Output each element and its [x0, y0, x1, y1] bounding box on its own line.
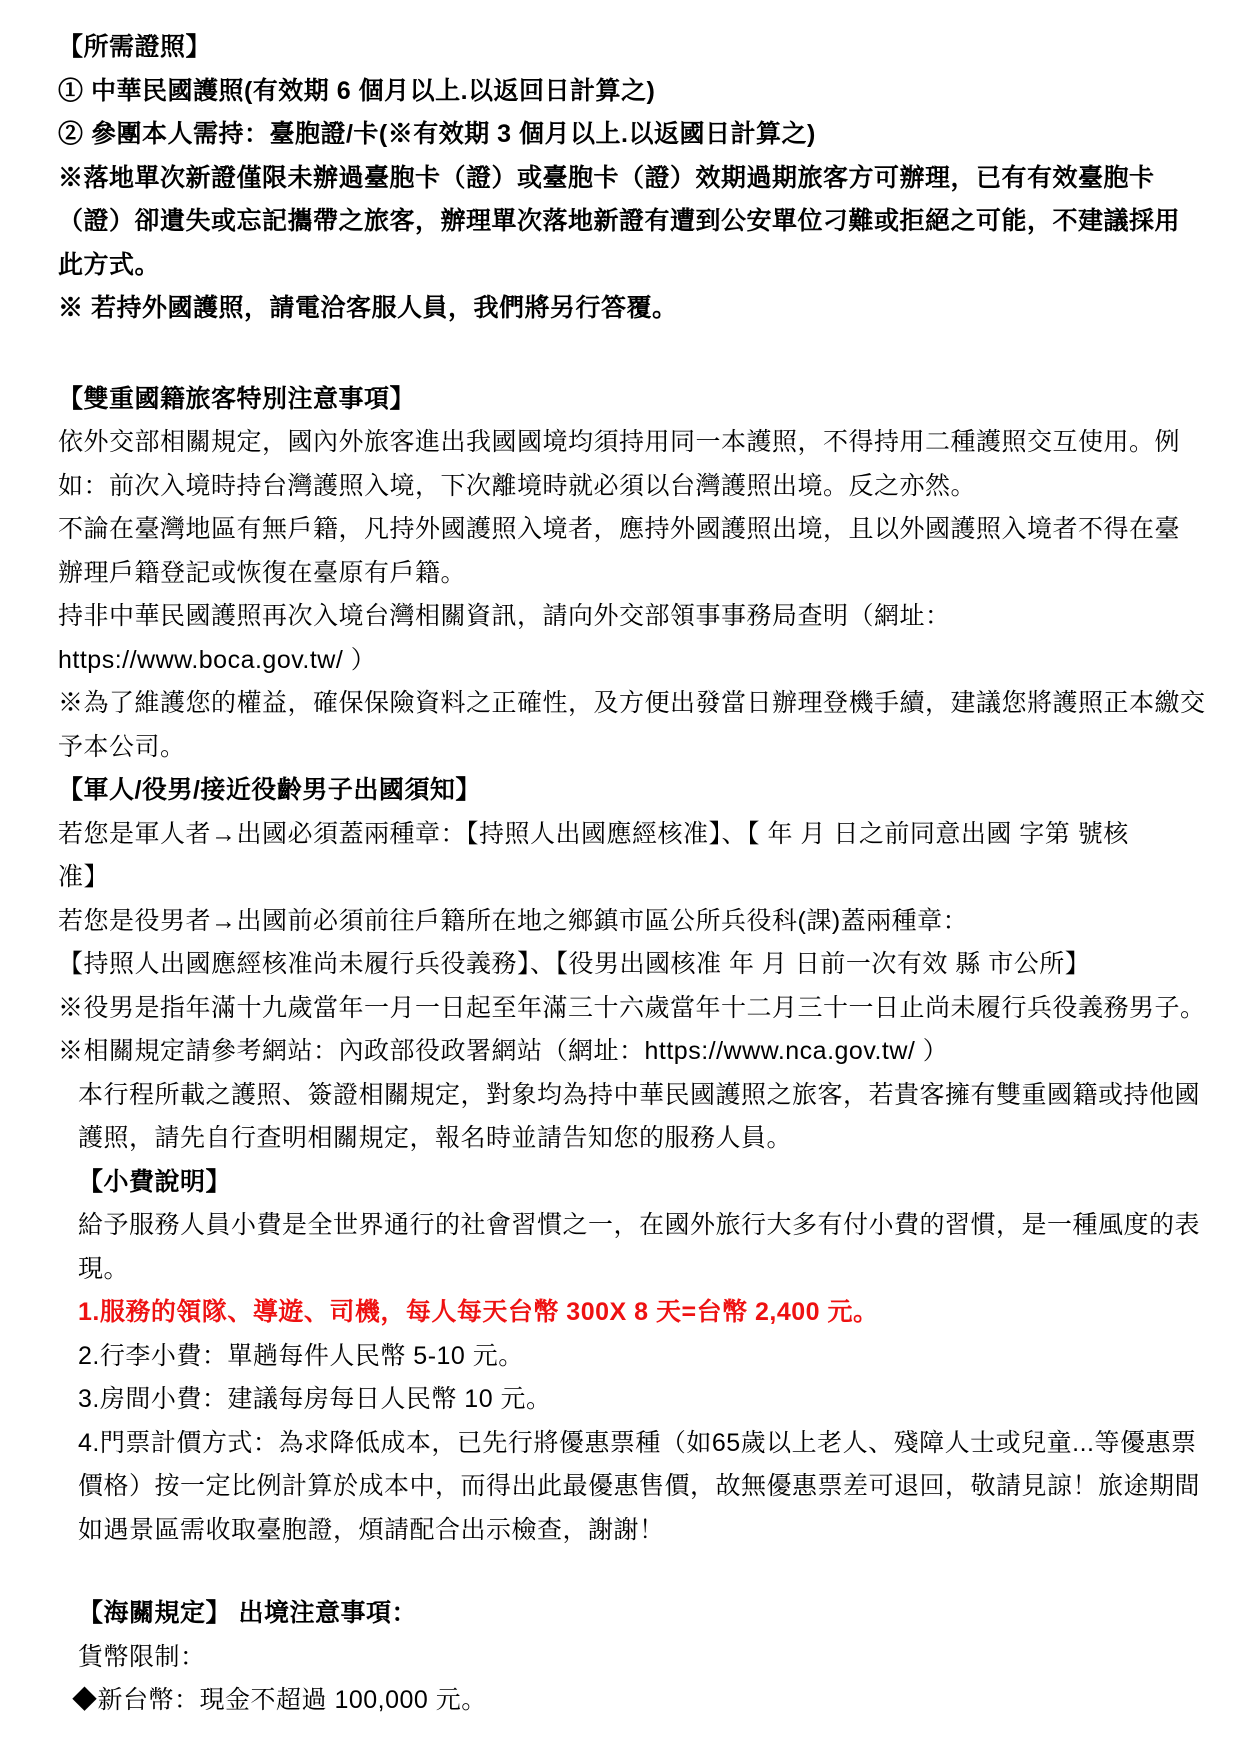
section-required-documents [58, 26, 1201, 331]
tip-tickets-line1: 4.門票計價方式：為求降低成本，已先行將優惠票種（如65歲以上老人、殘障人士或兒童...等優惠票 [78, 1428, 1197, 1457]
text-line: 不論在臺灣地區有無戶籍，凡持外國護照入境者，應持外國護照出境，且以外國護照入境者不得在臺 [58, 515, 1181, 543]
section-heading-dual-nationality: 【雙重國籍旅客特別注意事項】 [58, 384, 416, 413]
text-line: 持非中華民國護照再次入境台灣相關資訊，請向外交部領事事務局查明（網址： [58, 602, 951, 630]
text-line: 予本公司。 [58, 732, 186, 761]
section-spacer [58, 331, 1201, 378]
tip-luggage: 2.行李小費：單趟每件人民幣 5-10 元。 [78, 1341, 524, 1370]
currency-limit-twd: ◆新台幣：現金不超過 100,000 元。 [72, 1686, 487, 1714]
note-foreign-passport: ※ 若持外國護照，請電洽客服人員，我們將另行答覆。 [58, 294, 678, 322]
note-landing-permit-line1: ※落地單次新證僅限未辦過臺胞卡（證）或臺胞卡（證）效期過期旅客方可辦理，已有有效臺胞卡 [58, 163, 1155, 192]
text-line: 辦理戶籍登記或恢復在臺原有戶籍。 [58, 558, 467, 587]
tip-tickets-line3: 如遇景區需收取臺胞證，煩請配合出示檢查，謝謝！ [78, 1515, 665, 1544]
text-line: 給予服務人員小費是全世界通行的社會習慣之一，在國外旅行大多有付小費的習慣，是一種風度的表 [78, 1211, 1201, 1239]
tip-room: 3.房間小費：建議每房每日人民幣 10 元。 [78, 1385, 552, 1413]
tip-tickets-line2: 價格）按一定比例計算於成本中，而得出此最優惠售價，故無優惠票差可退回，敬請見諒！旅途期間 [78, 1472, 1201, 1500]
text-line: 依外交部相關規定，國內外旅客進出我國國境均須持用同一本護照，不得持用二種護照交互使用。例 [58, 428, 1181, 456]
text-line: 【持照人出國應經核准尚未履行兵役義務】、【役男出國核准 年 月 日前一次有效 縣 市公所】 [58, 950, 1091, 978]
section-customs [58, 1592, 1201, 1723]
text-line: 現。 [78, 1254, 130, 1283]
text-line: ※為了維護您的權益，確保保險資料之正確性，及方便出發當日辦理登機手續，建議您將護照正本繳交 [58, 689, 1206, 717]
text-line: 如：前次入境時持台灣護照入境，下次離境時就必須以台灣護照出境。反之亦然。 [58, 471, 977, 500]
section-tipping [58, 1161, 1201, 1553]
text-line: 若您是軍人者→出國必須蓋兩種章：【持照人出國應經核准】、【 年 月 日之前同意出國 字第 號核 [58, 819, 1129, 848]
section-heading-customs: 【海關規定】 出境注意事項： [78, 1599, 417, 1627]
text-line: ※役男是指年滿十九歲當年一月一日起至年滿三十六歲當年十二月三十一日止尚未履行兵役義務男子。 [58, 993, 1206, 1022]
section-military-service [58, 769, 1206, 1161]
text-line: 准】 [58, 863, 110, 891]
text-line: 本行程所載之護照、簽證相關規定，對象均為持中華民國護照之旅客，若貴客擁有雙重國籍或持他國 [78, 1080, 1201, 1109]
section-heading-tipping: 【小費說明】 [78, 1167, 232, 1196]
boca-url-text: https://www.boca.gov.tw/ ） [58, 645, 377, 674]
tip-guide-driver-highlight: 1.服務的領隊、導遊、司機，每人每天台幣 300X 8 天=台幣 2,400 元。 [78, 1298, 879, 1326]
section-heading-military-service: 【軍人/役男/接近役齡男子出國須知】 [58, 776, 481, 804]
section-heading-required-documents: 【所需證照】 [58, 33, 212, 61]
nca-url-text: ※相關規定請參考網站：內政部役政署網站（網址：https://www.nca.gov.tw/ ） [58, 1037, 949, 1065]
note-landing-permit-line2: （證）卻遺失或忘記攜帶之旅客，辦理單次落地新證有遭到公安單位刁難或拒絕之可能，不建議採用 [58, 207, 1181, 235]
text-line: 若您是役男者→出國前必須前往戶籍所在地之鄉鎮市區公所兵役科(課)蓋兩種章： [58, 906, 969, 935]
note-landing-permit-line3: 此方式。 [58, 250, 161, 279]
list-item-passport: ① 中華民國護照(有效期 6 個月以上.以返回日計算之) [58, 76, 656, 105]
list-item-taiwan-compatriot-permit: ② 參團本人需持：臺胞證/卡(※有效期 3 個月以上.以返國日計算之) [58, 120, 816, 148]
section-dual-nationality [58, 378, 1206, 770]
currency-limit-label: 貨幣限制： [78, 1642, 206, 1671]
text-line: 護照，請先自行查明相關規定，報名時並請告知您的服務人員。 [78, 1124, 793, 1152]
section-spacer [58, 1552, 1201, 1592]
